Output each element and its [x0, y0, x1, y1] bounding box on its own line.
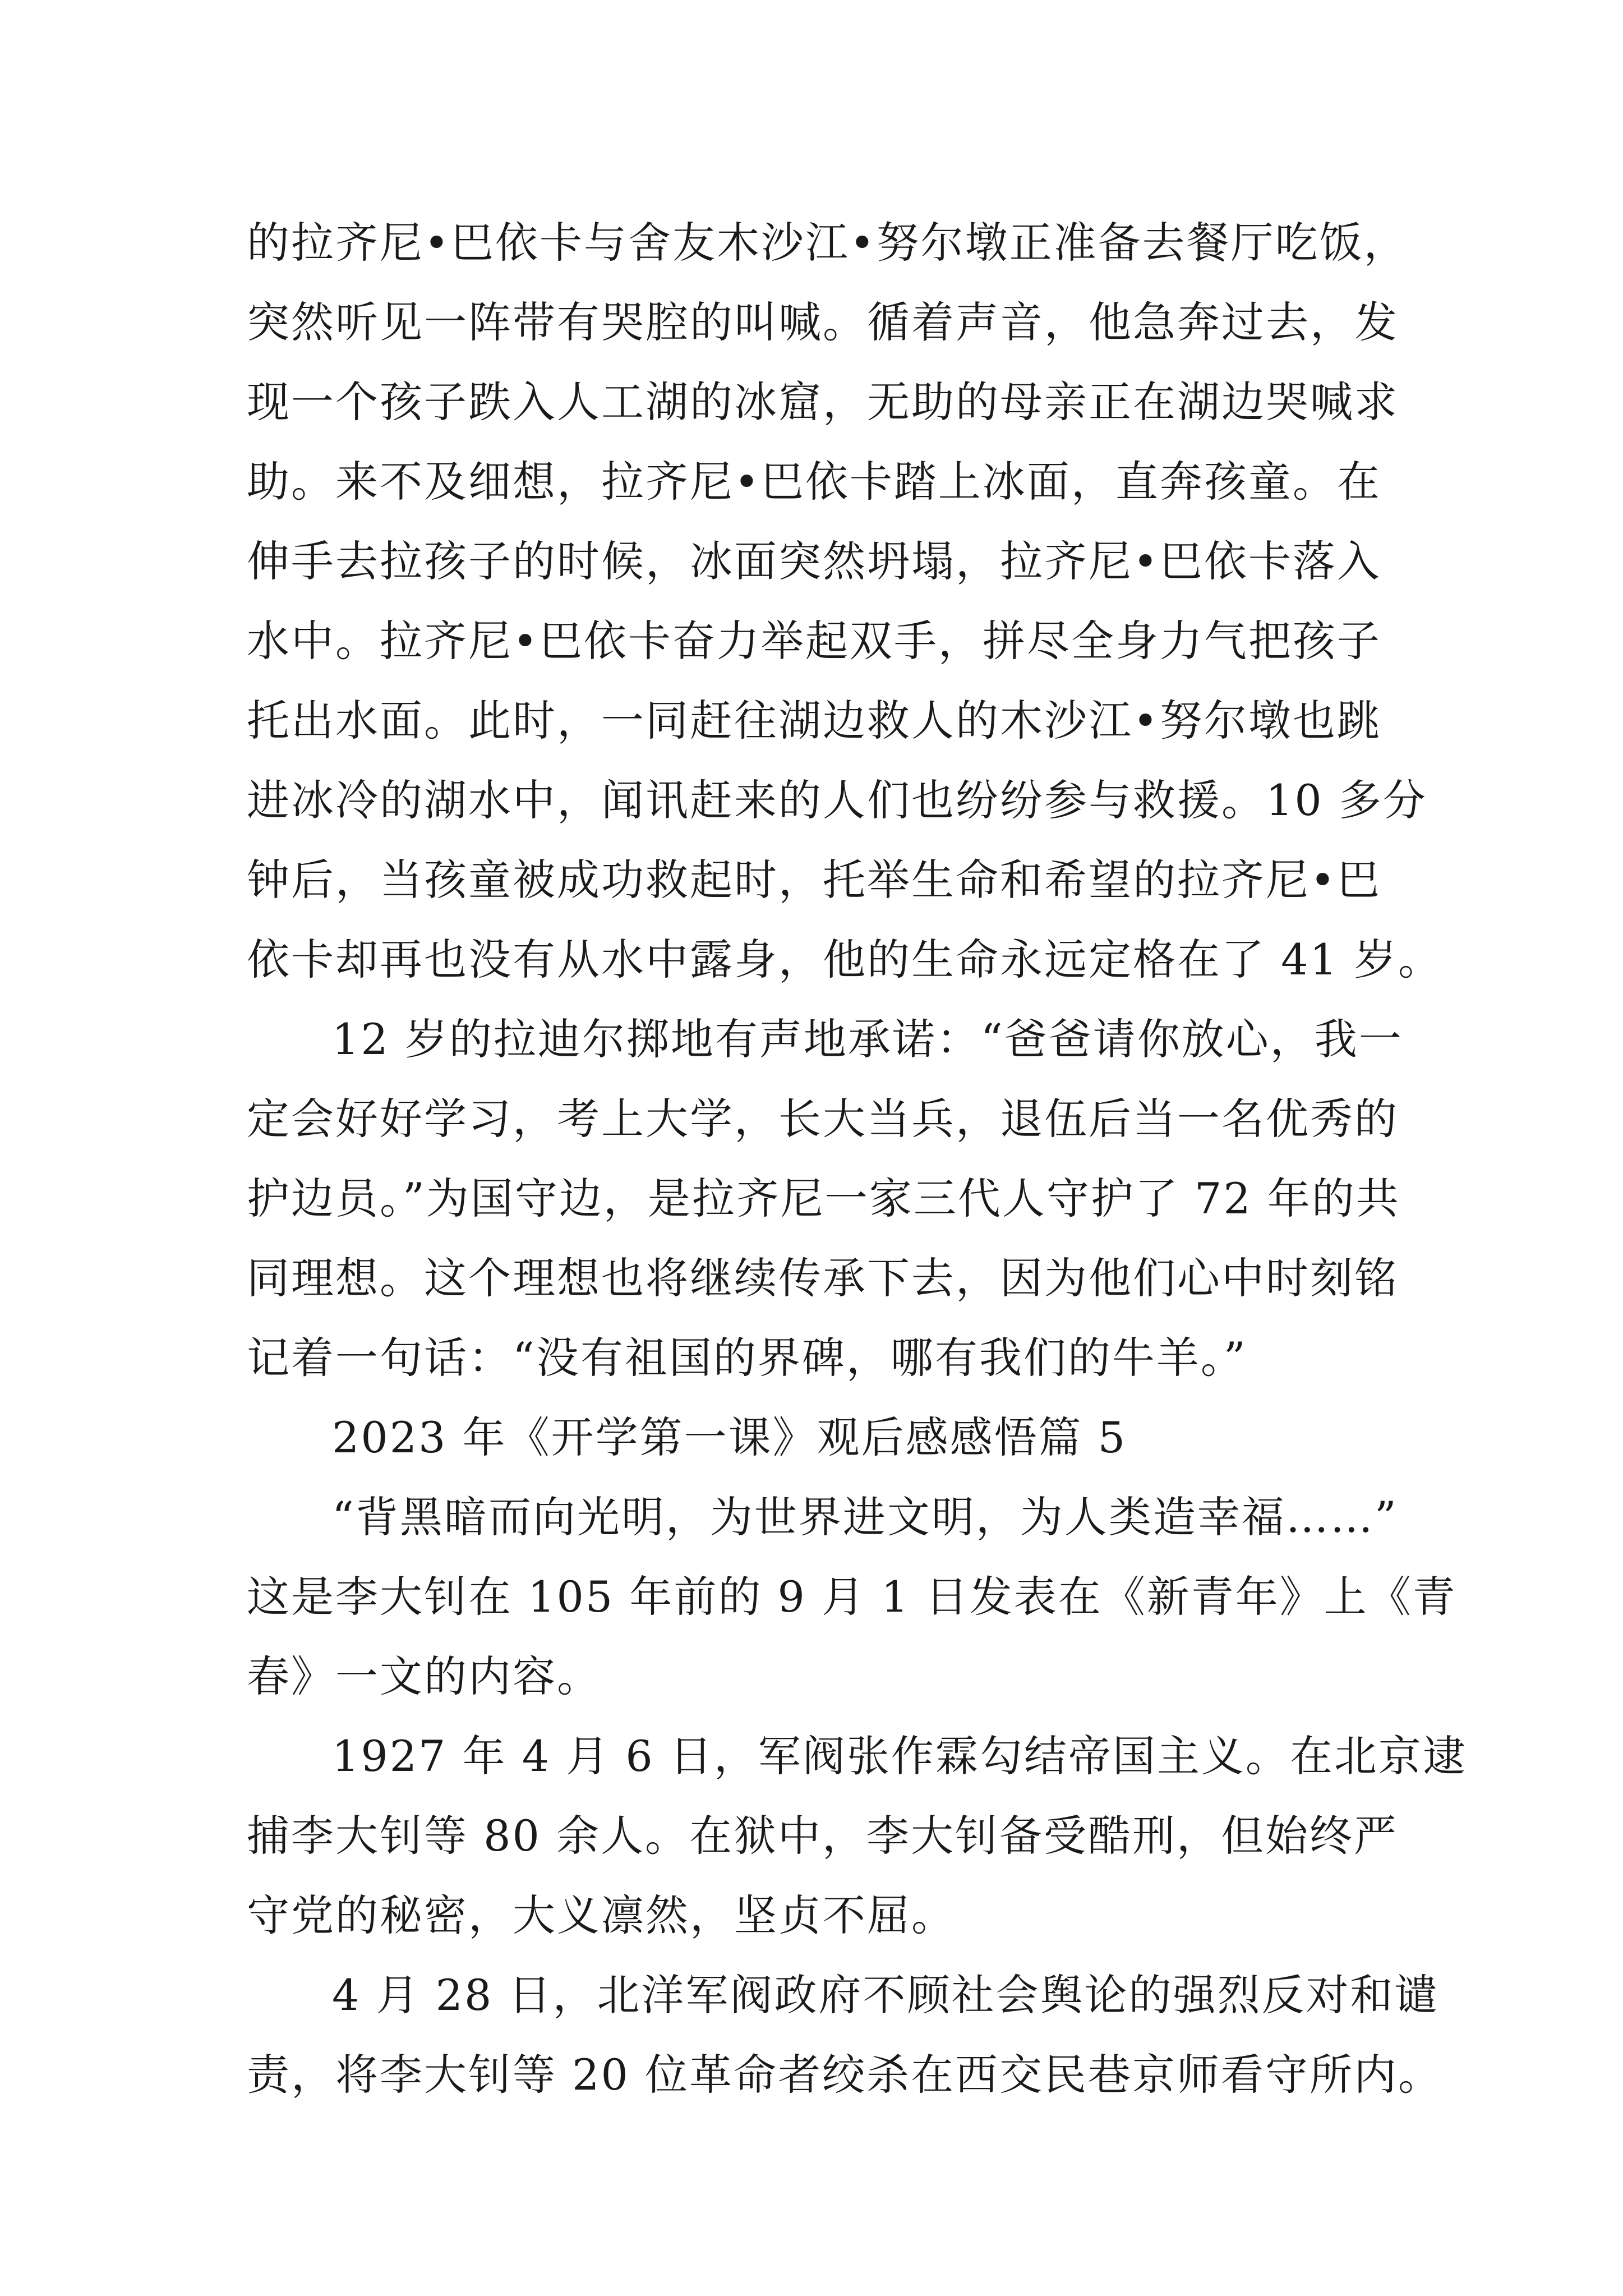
text-line: 现一个孩子跌入人工湖的冰窟，无助的母亲正在湖边哭喊求: [247, 377, 1399, 427]
text-line: 责，将李大钊等 20 位革命者绞杀在西交民巷京师看守所内。: [247, 2050, 1443, 2100]
text-line: 助。来不及细想，拉齐尼•巴依卡踏上冰面，直奔孩童。在: [247, 457, 1381, 507]
text-line: 这是李大钊在 105 年前的 9 月 1 日发表在《新青年》上《青: [247, 1572, 1457, 1622]
text-line: 守党的秘密，大义凛然，坚贞不屈。: [247, 1890, 956, 1940]
paragraph-start-line: 4 月 28 日，北洋军阀政府不顾社会舆论的强烈反对和谴: [332, 1970, 1439, 2020]
text-line: 同理想。这个理想也将继续传承下去，因为他们心中时刻铭: [247, 1253, 1399, 1303]
text-line: 记着一句话：“没有祖国的界碑，哪有我们的牛羊。”: [247, 1333, 1247, 1383]
section-heading: 2023 年《开学第一课》观后感感悟篇 5: [332, 1412, 1127, 1462]
paragraph-start-line: 12 岁的拉迪尔掷地有声地承诺：“爸爸请你放心，我一: [332, 1014, 1403, 1064]
text-line: 水中。拉齐尼•巴依卡奋力举起双手，拼尽全身力气把孩子: [247, 616, 1381, 666]
paragraph-start-line: 1927 年 4 月 6 日，军阀张作霖勾结帝国主义。在北京逮: [332, 1731, 1467, 1781]
text-line: 捕李大钊等 80 余人。在狱中，李大钊备受酷刑，但始终严: [247, 1811, 1399, 1861]
text-line: 钟后，当孩童被成功救起时，托举生命和希望的拉齐尼•巴: [247, 855, 1381, 905]
text-line: 定会好好学习，考上大学，长大当兵，退伍后当一名优秀的: [247, 1094, 1399, 1144]
text-line: 托出水面。此时，一同赶往湖边救人的木沙江•努尔墩也跳: [247, 696, 1381, 746]
text-line: 春》一文的内容。: [247, 1651, 601, 1701]
document-body: [247, 203, 1467, 2115]
text-line: 突然听见一阵带有哭腔的叫喊。循着声音，他急奔过去，发: [247, 297, 1399, 347]
text-line: 伸手去拉孩子的时候，冰面突然坍塌，拉齐尼•巴依卡落入: [247, 536, 1381, 586]
text-line: 依卡却再也没有从水中露身，他的生命永远定格在了 41 岁。: [247, 935, 1443, 984]
text-line: 进冰冷的湖水中，闻讯赶来的人们也纷纷参与救援。10 多分: [247, 775, 1427, 825]
text-line: 的拉齐尼•巴依卡与舍友木沙江•努尔墩正准备去餐厅吃饭，: [247, 218, 1408, 268]
paragraph-start-line: “背黑暗而向光明，为世界进文明，为人类造幸福……”: [332, 1492, 1398, 1542]
text-line: 护边员。”为国守边，是拉齐尼一家三代人守护了 72 年的共: [247, 1174, 1400, 1223]
